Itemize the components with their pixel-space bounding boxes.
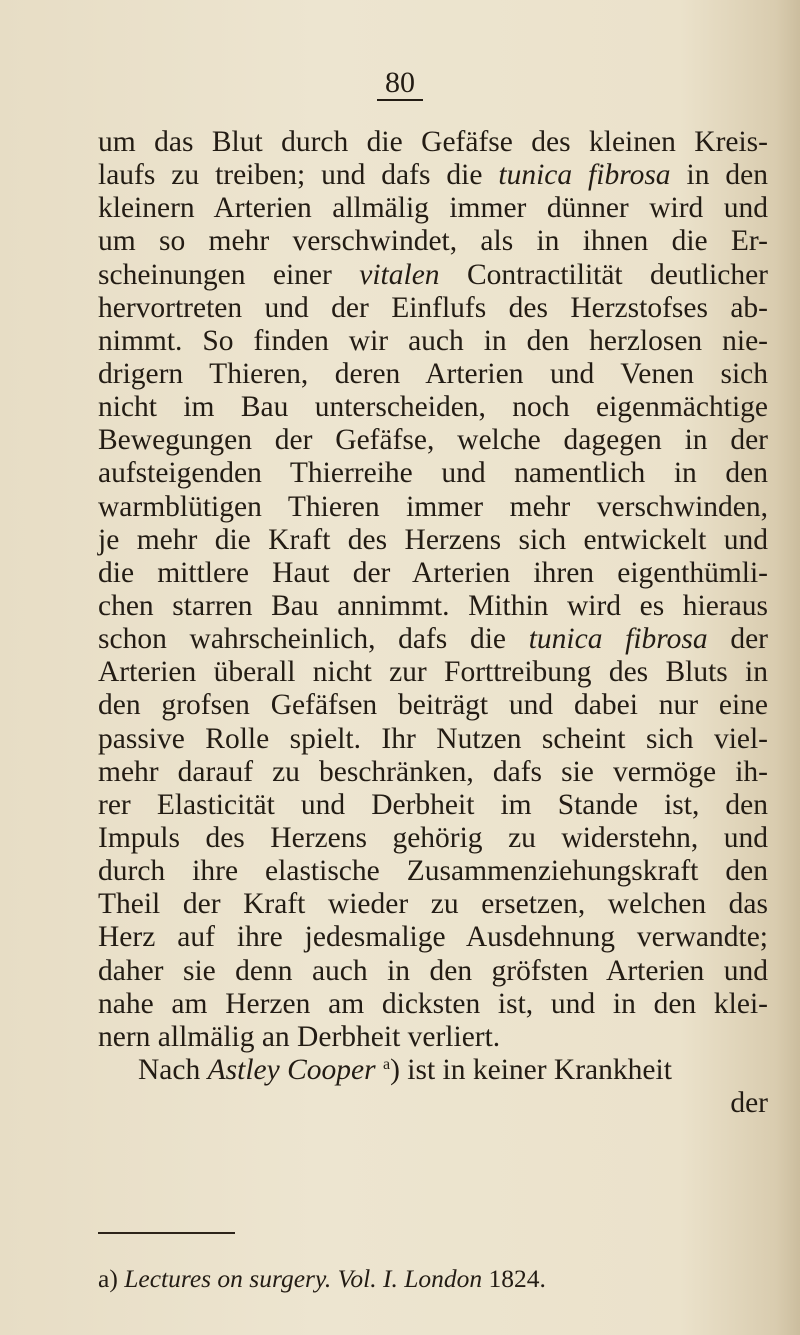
text-run: laufs zu treiben; und dafs die xyxy=(98,159,499,192)
footnote-marker: a xyxy=(382,1055,391,1073)
text-run: um das Blut durch die Gefäfse des kleinen Kreis- xyxy=(98,126,768,158)
text-run: daher sie denn auch in den gröfsten Arterien und xyxy=(98,954,768,987)
footnote xyxy=(98,1264,768,1294)
text-line xyxy=(98,225,768,258)
text-run: durch ihre elastische Zusammenziehungskraft den xyxy=(98,855,768,888)
text-run: nicht im Bau unterscheiden, noch eigenmächtige xyxy=(98,391,768,424)
text-run: a) xyxy=(98,1264,125,1293)
text-line xyxy=(98,921,768,954)
text-run: Arterien überall nicht zur Forttreibung des Bluts in xyxy=(98,656,768,689)
text-run: Bewegungen der Gefäfse, welche dagegen in der xyxy=(98,424,768,457)
text-run: die mittlere Haut der Arterien ihren eigenthümli- xyxy=(98,556,768,589)
text-run xyxy=(376,1054,383,1086)
text-run: ) ist in keiner Krankheit xyxy=(390,1053,672,1086)
text-run: Contractilität deutlicher xyxy=(439,258,768,291)
text-line xyxy=(98,192,768,225)
text-run: nimmt. So finden wir auch in den herzlosen nie- xyxy=(98,324,768,357)
text-run: mehr darauf zu beschränken, dafs sie vermöge ih- xyxy=(98,755,768,788)
text-line xyxy=(98,457,768,490)
text-line xyxy=(98,756,768,789)
text-run: nern allmälig an Derbheit verliert. xyxy=(98,1020,501,1053)
text-line xyxy=(98,1021,768,1054)
text-line xyxy=(98,789,768,822)
text-line xyxy=(98,955,768,988)
text-run: Impuls des Herzens gehörig zu widerstehn, und xyxy=(98,821,768,854)
text-line xyxy=(98,159,768,192)
text-line xyxy=(98,723,768,756)
text-line xyxy=(98,325,768,358)
text-line xyxy=(98,689,768,722)
text-run: drigern Thieren, deren Arterien und Venen sich xyxy=(98,357,768,390)
text-line xyxy=(98,656,768,689)
text-line xyxy=(98,1087,768,1120)
italic-text: vitalen xyxy=(359,258,440,291)
text-line xyxy=(98,292,768,325)
text-run: chen starren Bau annimmt. Mithin wird es hieraus xyxy=(98,589,768,622)
text-line xyxy=(98,491,768,524)
text-line xyxy=(98,126,768,159)
text-line xyxy=(98,822,768,855)
text-line xyxy=(98,358,768,391)
text-run: rer Elasticität und Derbheit im Stande ist, den xyxy=(98,788,768,821)
text-run: um so mehr verschwindet, als in ihnen die Er- xyxy=(98,225,768,258)
text-run: Herz auf ihre jedesmalige Ausdehnung verwandte; xyxy=(98,921,768,954)
italic-text: tunica fibrosa xyxy=(528,623,708,656)
text-line xyxy=(98,623,768,656)
text-run: Theil der Kraft wieder zu ersetzen, welchen das xyxy=(98,888,768,921)
text-line xyxy=(98,557,768,590)
text-line xyxy=(98,590,768,623)
text-run: kleinern Arterien allmälig immer dünner wird und xyxy=(98,192,768,225)
text-run: den grofsen Gefäfsen beiträgt und dabei nur eine xyxy=(98,689,768,722)
text-run: der xyxy=(707,623,768,656)
text-line xyxy=(98,391,768,424)
text-run: scheinungen einer xyxy=(98,258,360,291)
text-run: schon wahrscheinlich, dafs die xyxy=(98,623,529,656)
text-line xyxy=(98,855,768,888)
text-line xyxy=(98,888,768,921)
text-line xyxy=(98,1054,768,1087)
footnote-rule xyxy=(98,1232,235,1234)
text-run: warmblütigen Thieren immer mehr verschwinden, xyxy=(98,490,768,523)
page-number xyxy=(0,66,800,100)
body-text xyxy=(98,126,768,1120)
text-run: in den xyxy=(670,159,768,192)
page-number-text: 80 xyxy=(377,66,423,101)
text-run: der xyxy=(730,1087,768,1120)
text-line xyxy=(98,424,768,457)
text-run: Nach xyxy=(138,1053,208,1086)
text-run: aufsteigenden Thierreihe und namentlich in den xyxy=(98,457,768,490)
text-run: hervortreten und der Einflufs des Herzstofses ab- xyxy=(98,291,768,324)
italic-text: Lectures on surgery. Vol. I. London xyxy=(124,1264,483,1293)
text-run: 1824. xyxy=(482,1264,546,1293)
text-run: nahe am Herzen am dicksten ist, und in den klei- xyxy=(98,987,768,1020)
italic-text: tunica fibrosa xyxy=(498,159,671,192)
text-line xyxy=(98,259,768,292)
italic-text: Astley Cooper xyxy=(207,1053,376,1086)
text-line xyxy=(98,988,768,1021)
text-run: je mehr die Kraft des Herzens sich entwickelt und xyxy=(98,523,768,556)
text-line xyxy=(98,524,768,557)
text-run: passive Rolle spielt. Ihr Nutzen scheint sich viel- xyxy=(98,722,768,755)
